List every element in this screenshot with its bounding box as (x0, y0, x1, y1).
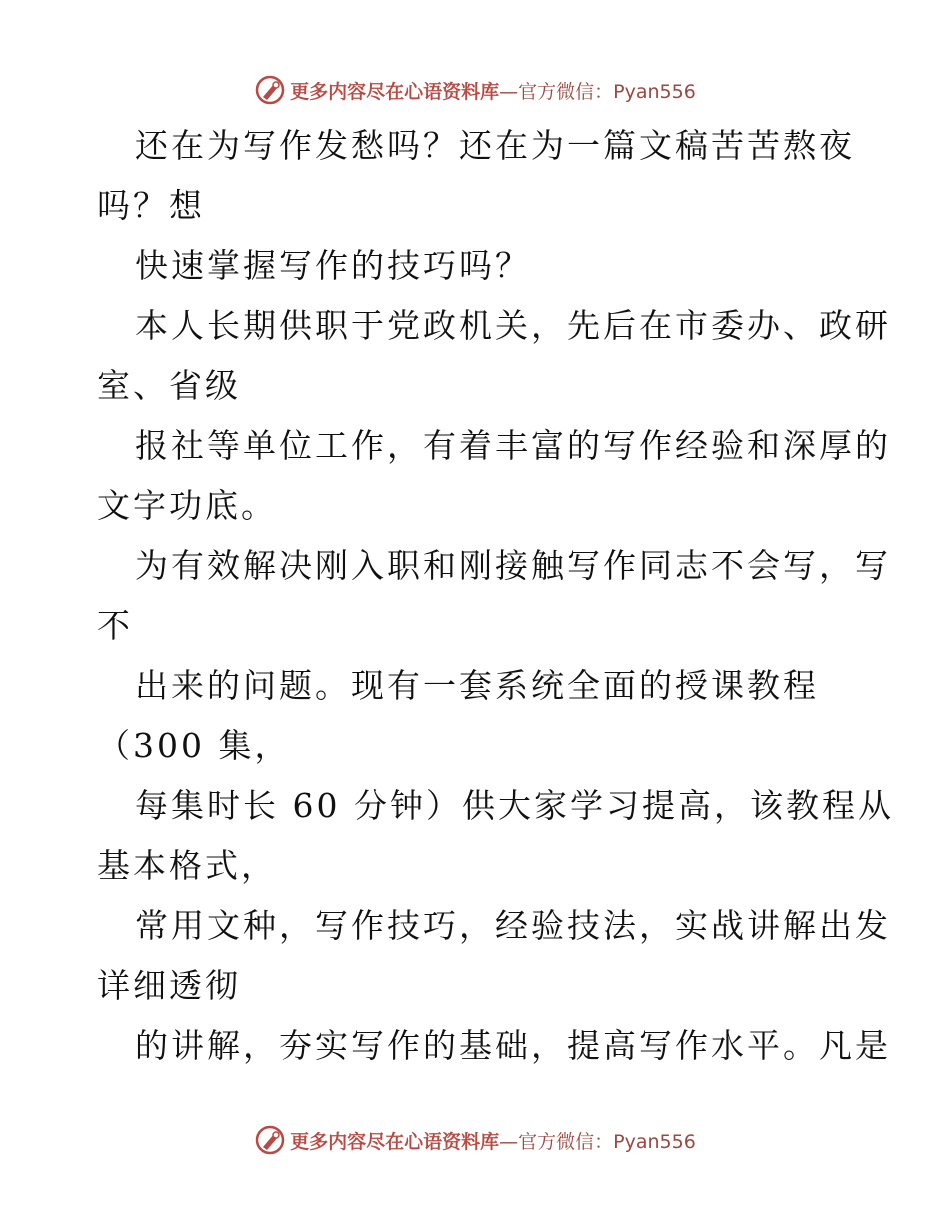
header-watermark (0, 72, 950, 108)
watermark-wechat: —官方微信：Pyan556 (499, 1130, 696, 1153)
pen-logo-icon (254, 74, 286, 106)
text-line: 文字功底。 (97, 486, 277, 525)
pen-logo-icon (254, 1124, 286, 1156)
text-line: 出来的问题。现有一套系统全面的授课教程 (135, 666, 819, 705)
text-line: 还在为写作发愁吗？还在为一篇文稿苦苦熬夜 (135, 126, 855, 165)
text-line: 常用文种，写作技巧，经验技法，实战讲解出发 (135, 906, 891, 945)
text-line: 吗？想 (97, 186, 205, 225)
text-line: 本人长期供职于党政机关，先后在市委办、政研 (135, 306, 891, 345)
text-line: 基本格式， (97, 846, 277, 885)
text-line: （300 集， (97, 726, 291, 765)
text-line: 每集时长 60 分钟）供大家学习提高，该教程从 (135, 786, 894, 825)
watermark-text (290, 77, 696, 104)
footer-watermark (0, 1122, 950, 1158)
text-line: 不 (97, 606, 133, 645)
watermark-site: 更多内容尽在心语资料库 (290, 80, 500, 103)
watermark-site: 更多内容尽在心语资料库 (290, 1130, 500, 1153)
text-line: 为有效解决刚入职和刚接触写作同志不会写，写 (135, 546, 891, 585)
text-line: 室、省级 (97, 366, 241, 405)
text-line: 快速掌握写作的技巧吗？ (135, 246, 531, 285)
text-line: 报社等单位工作，有着丰富的写作经验和深厚的 (135, 426, 891, 465)
text-line: 的讲解，夯实写作的基础，提高写作水平。凡是 (135, 1026, 891, 1065)
text-line: 详细透彻 (97, 966, 241, 1005)
watermark-wechat: —官方微信：Pyan556 (499, 80, 696, 103)
document-body (97, 116, 894, 1076)
watermark-text (290, 1127, 696, 1154)
